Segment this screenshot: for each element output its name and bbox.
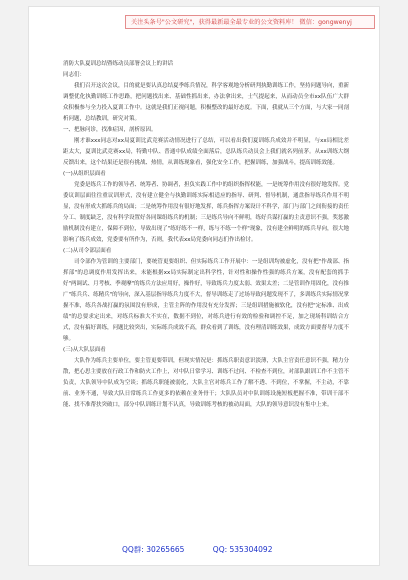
subheading-command: (二)从司令部层面看 — [63, 248, 112, 254]
document-page — [28, 6, 380, 566]
qq-label: QQ: 535304092 — [212, 545, 273, 554]
paragraph-summary: 刚才谁xxx同志对xx局夏训比武竞赛活动情况进行了总结，可以看出我们夏训练兵成效并不明显，与xx局相比差距太大，夏训比武竞赛xx局，特勤中队、普通中队成绩全面落后，总队练兵动员会上我们就名列前茅。从xx训练大纲反馈出来，这个结果还是很有挑战、热情，从训练现象看，强化安全工作，把握训练，加强战斗，提高训练效能。 — [63, 138, 349, 166]
subheading-brigade: (三)从大队层面看 — [63, 347, 106, 353]
salutation: 同志们： — [63, 72, 86, 78]
document-title: 消防大队夏训总结暨练动员部署会议上的讲话 — [63, 61, 174, 67]
paragraph-command: 司令部作为管训的主要部门，要统管更要组织、但实际练兵工作开展中：一是组训均被虚化，没有把"作战部、指挥部"的总调度作用发挥出来，未能根据xx局实际制定出科学性，针对性和操作性强的练兵方案，没有配套的抓手好"两调试、月考核、季观摩"的练兵方法应用好，操作好，导致练兵力度太弱、效果太差；二是管训作用固化，没有推广"练兵兵、练精兵"的导向，深入基层指导练兵力度不大，督导训练走了过场导致问题发现不了，多训练兵实际情况掌握不准，练兵各战打赢的氛围没有形成，主管主阵的作用没有充分发挥；三是组训措施被软化，没有把"定标准、出成绩"的总要求定出来，对练兵标准大不实在，数据不到位，对练兵进行有效的检验和调控不足，加之现场科训结合方式，没有搞好训练，问题比较突出，实际练兵成效不高，群众看到了训练，没有理清训练效果，成效方面要督导力度不够。 — [63, 259, 349, 342]
promo-banner: 关注头条号"公文研究"，获得最新最全最专业的公文资料库！ 微信：gongwenyj — [125, 15, 375, 29]
contact-footer — [122, 544, 298, 555]
document-body — [63, 59, 349, 539]
subheading-organization: (一)从组织层面看 — [63, 171, 106, 177]
paragraph-organization: 党委是练兵工作的领导者、统筹者、协调者，担负实践工作中的组织指挥权能，一是统筹作用没有很好地发挥。党委议训层面往往重议训形式，没有建立健全与执勤训练实际相适应的指导、研判、督导机制，通盘指导练兵作用不明显，没有形成大抓练兵的局面；二是统筹作用没有很好地发挥，练兵指挥方案设计不科学，部门与部门之间衔接的责任分工、制度缺乏，没有科学设置好各同课组练兵的机制；三是练兵导向不鲜明，练好兵谋打赢的主责意识不强，奖惩激励机制没有建立，保障不到位，导致出现了"练好练不一样，练与不练一个样"现象，没有建全鲜明的练兵导向，很大地影响了练兵成效，党委要有所作为，否则，我代表xx局党委向同志们作出检讨。 — [63, 182, 349, 243]
section-heading-1: 一、把脉问诊，找准症因，剖析原因。 — [63, 127, 157, 133]
paragraph-brigade: 大队作为练兵主要单位，要主管更要带训，但现实情况是：抓练兵职责意识淡薄，大队主官责任意识不强，精力分散，把心思主要放在行政工作和防火工作上，对中队日常学习、训练不过问、不检查不到位，对部队跟训工作不主管不负责，大队领导中队成为空谈；抓练兵职能被弱化，大队主官对练兵工作了解不透、不到位，不掌握，不主动，不靠前、业务不通，导致大队日常练兵工作更多的依赖在业务骨干；大队队员对中队训练设施短板把握不准，带训干部不能、找不准帮扶突破口，部分中队训练计划不认真，导致训练考核的被动局面，大队的领导意识没有集中上来。 — [63, 358, 349, 408]
qq-group-label: QQ群: 30265665 — [122, 545, 185, 554]
paragraph-intro: 我们召开这次会议，目的就是要认真总结夏季练兵情况，科学客观地分析研判执勤训练工作，坚持问题导向，重新调整优化执勤训练工作思路，把问题找出来、基础性抓出来，办法拿出来，士气提起来，从而动员全市xx队伍广大群众积极参与全力投入夏训工作中。这就是我们正视问题，积极整改的最好态度。下面，我就从三个方面，与大家一同剖析问题，总结教训，研究对策。 — [63, 83, 349, 122]
